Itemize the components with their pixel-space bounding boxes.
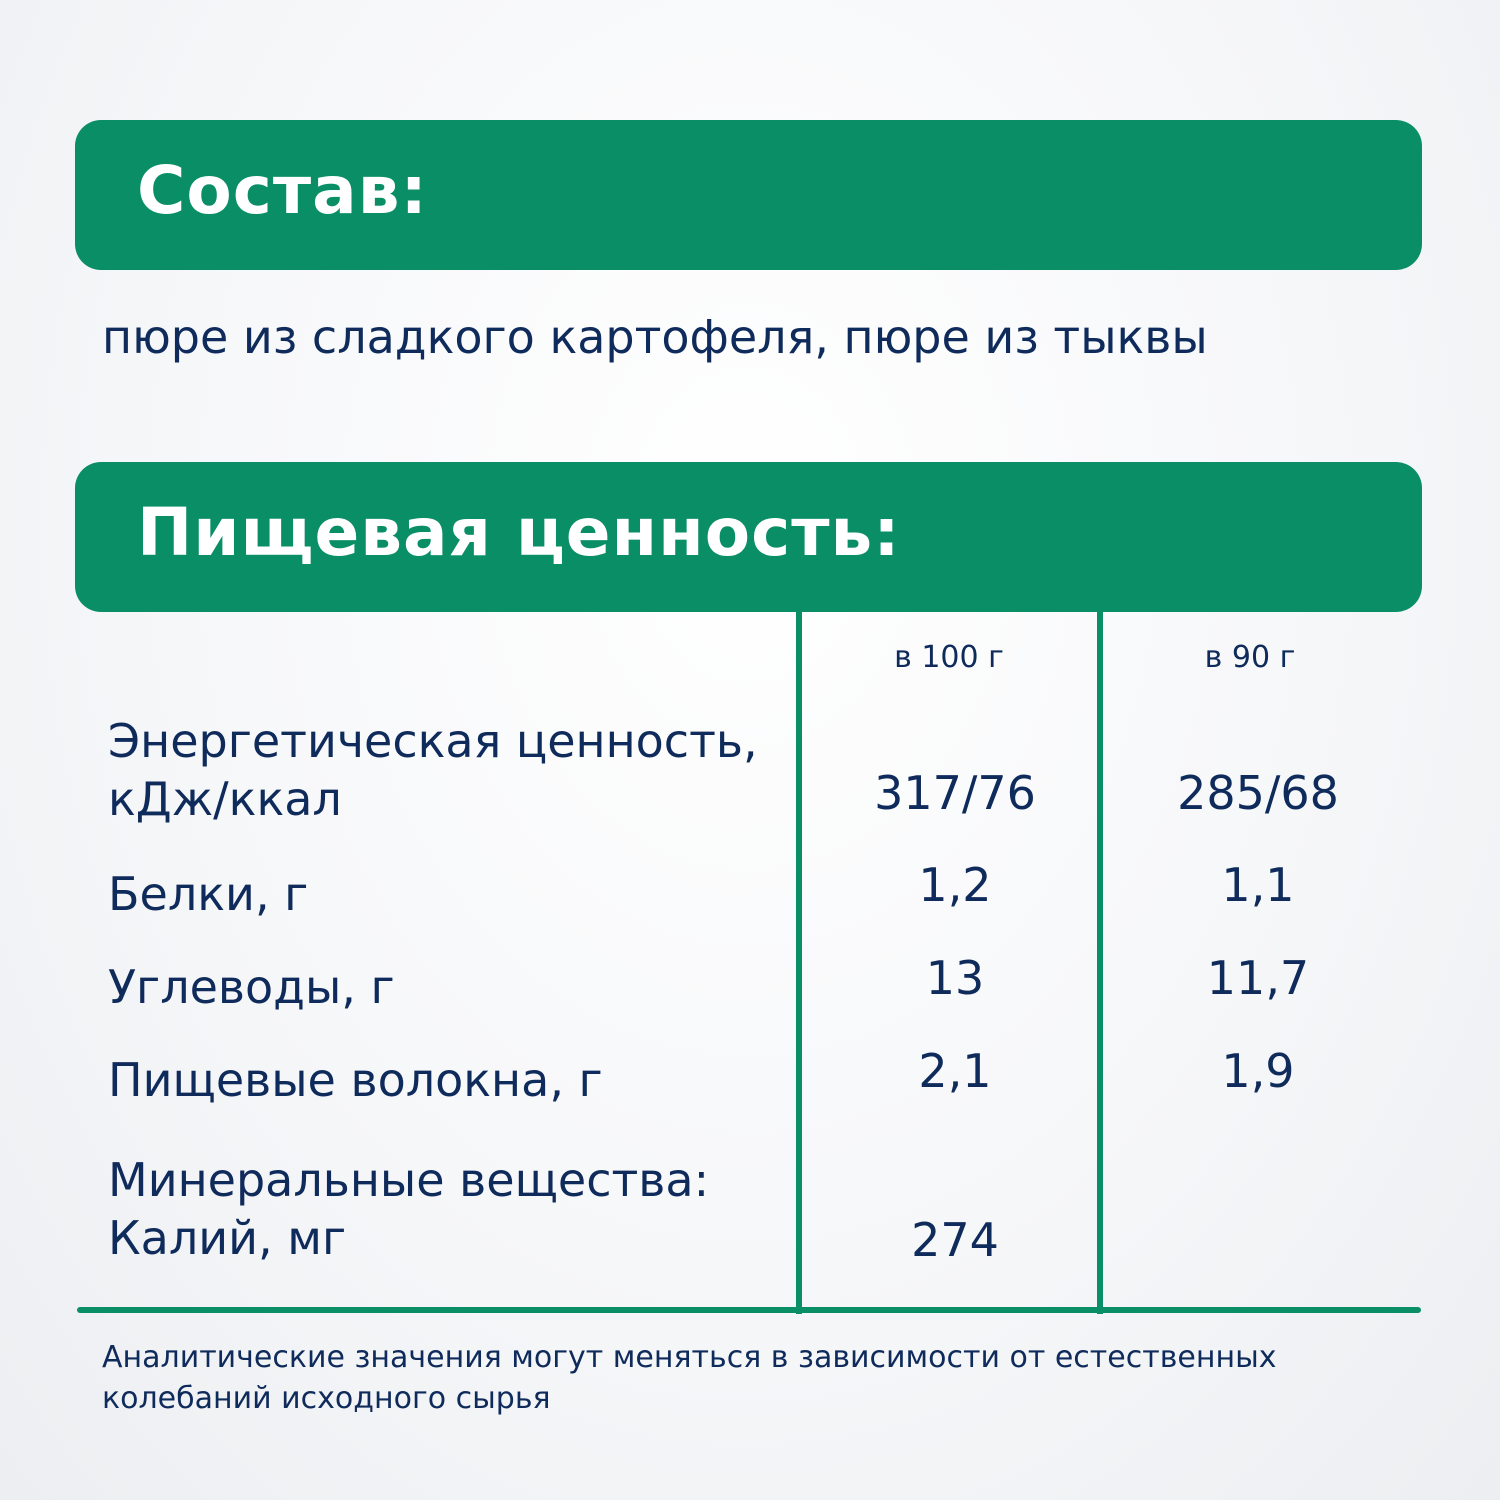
composition-banner xyxy=(75,120,1422,270)
row-label-minerals xyxy=(108,1152,709,1267)
composition-text: пюре из сладкого картофеля, пюре из тыквы xyxy=(102,310,1208,364)
row-value-protein-90g: 1,1 xyxy=(1221,858,1295,912)
footnote xyxy=(102,1338,1362,1419)
nutrition-banner xyxy=(75,462,1422,612)
row-label-protein: Белки, г xyxy=(108,867,309,921)
row-label-energy-line1: Энергетическая ценность, xyxy=(108,714,758,768)
row-value-fiber-90g: 1,9 xyxy=(1221,1044,1295,1098)
row-label-energy xyxy=(108,713,758,828)
row-value-potassium-100g: 274 xyxy=(911,1213,999,1267)
footnote-line2: колебаний исходного сырья xyxy=(102,1380,551,1416)
row-value-carbohydrates-100g: 13 xyxy=(925,951,985,1005)
footnote-line1: Аналитические значения могут меняться в зависимости от естественных xyxy=(102,1340,1277,1375)
row-value-protein-100g: 1,2 xyxy=(918,858,992,912)
row-label-carbohydrates: Углеводы, г xyxy=(108,960,395,1014)
column-header-per-100g: в 100 г xyxy=(894,640,1004,675)
row-label-minerals-line1: Минеральные вещества: xyxy=(108,1153,710,1207)
row-value-fiber-100g: 2,1 xyxy=(918,1044,992,1098)
row-label-potassium: Калий, мг xyxy=(108,1210,347,1265)
row-label-fiber: Пищевые волокна, г xyxy=(108,1053,603,1107)
row-value-energy-100g: 317/76 xyxy=(874,766,1036,820)
composition-title: Состав: xyxy=(137,152,428,229)
row-value-carbohydrates-90g: 11,7 xyxy=(1206,951,1310,1005)
column-header-per-90g: в 90 г xyxy=(1204,640,1296,675)
table-column-divider xyxy=(796,612,802,1314)
nutrition-title: Пищевая ценность: xyxy=(137,494,901,571)
row-value-energy-90g: 285/68 xyxy=(1177,766,1339,820)
table-bottom-rule xyxy=(77,1307,1421,1313)
row-label-energy-line2: кДж/ккал xyxy=(108,771,342,826)
